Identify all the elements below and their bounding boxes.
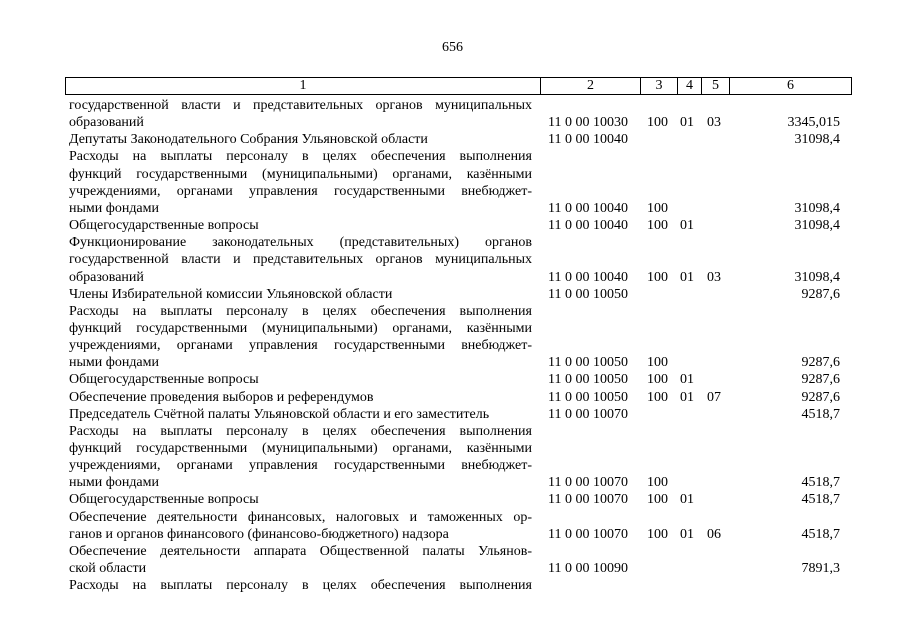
table-row: [0, 543, 905, 560]
row-amount: 4518,7: [801, 526, 840, 542]
row-amount: 4518,7: [801, 492, 840, 508]
row-code: 11 0 00 10050: [548, 372, 628, 388]
row-amount: 9287,6: [801, 355, 840, 371]
row-col4: 01: [680, 526, 694, 542]
row-code: 11 0 00 10090: [548, 561, 628, 577]
table-row: [0, 406, 905, 423]
row-description: функций государственными (муниципальными) органами, казёнными: [69, 320, 532, 336]
row-code: 11 0 00 10040: [548, 269, 628, 285]
row-code: 11 0 00 10050: [548, 389, 628, 405]
table-row: [0, 200, 905, 217]
row-code: 11 0 00 10040: [548, 218, 628, 234]
table-row: [0, 389, 905, 406]
row-description: функций государственными (муниципальными) органами, казёнными: [69, 166, 532, 182]
row-description: Расходы на выплаты персоналу в целях обеспечения выполнения: [69, 149, 532, 165]
row-amount: 7891,3: [801, 561, 840, 577]
row-description: ными фондами: [69, 200, 160, 216]
row-description: ными фондами: [69, 355, 160, 371]
table-row: [0, 303, 905, 320]
row-description: ской области: [69, 561, 147, 577]
row-description: образований: [69, 115, 144, 131]
row-description: Расходы на выплаты персоналу в целях обеспечения выполнения: [69, 423, 532, 439]
row-code: 11 0 00 10070: [548, 406, 628, 422]
table-row: [0, 577, 905, 594]
table-row: [0, 269, 905, 286]
row-col3: 100: [647, 200, 668, 216]
table-row: [0, 217, 905, 234]
row-description: образований: [69, 269, 144, 285]
row-code: 11 0 00 10030: [548, 115, 628, 131]
row-description: Депутаты Законодательного Собрания Ульяновской области: [69, 132, 428, 148]
page-number: 656: [442, 40, 463, 55]
table-row: [0, 457, 905, 474]
row-description: Обеспечение деятельности аппарата Общественной палаты Ульянов-: [69, 543, 532, 559]
table-row: [0, 234, 905, 251]
row-description: Члены Избирательной комиссии Ульяновской области: [69, 286, 393, 302]
table-row: [0, 371, 905, 388]
row-col5: 03: [707, 269, 721, 285]
row-col3: 100: [647, 269, 668, 285]
row-description: государственной власти и представительных органов муниципальных: [69, 98, 532, 113]
row-code: 11 0 00 10040: [548, 132, 628, 148]
table-row: [0, 560, 905, 577]
table-row: [0, 166, 905, 183]
row-col3: 100: [647, 218, 668, 234]
row-description: Функционирование законодательных (представительных) органов: [69, 235, 532, 251]
row-description: Общегосударственные вопросы: [69, 492, 259, 508]
row-amount: 31098,4: [794, 218, 840, 234]
table-row: [0, 251, 905, 268]
header-cell-2: 2: [540, 77, 641, 95]
row-col4: 01: [680, 115, 694, 131]
table-row: [0, 183, 905, 200]
table-row: [0, 97, 905, 114]
row-amount: 31098,4: [794, 200, 840, 216]
row-description: Председатель Счётной палаты Ульяновской области и его заместитель: [69, 406, 490, 422]
row-col3: 100: [647, 355, 668, 371]
header-cell-3: 3: [640, 77, 678, 95]
row-col3: 100: [647, 475, 668, 491]
row-col5: 03: [707, 115, 721, 131]
row-amount: 4518,7: [801, 475, 840, 491]
table-row: [0, 320, 905, 337]
row-description: государственной власти и представительных органов муниципальных: [69, 252, 532, 268]
row-description: Обеспечение проведения выборов и референдумов: [69, 389, 374, 405]
row-description: Расходы на выплаты персоналу в целях обеспечения выполнения: [69, 303, 532, 319]
header-cell-5: 5: [701, 77, 730, 95]
table-row: [0, 491, 905, 508]
table-row: [0, 337, 905, 354]
row-code: 11 0 00 10050: [548, 355, 628, 371]
row-description: Расходы на выплаты персоналу в целях обеспечения выполнения: [69, 578, 532, 594]
row-amount: 31098,4: [794, 132, 840, 148]
row-code: 11 0 00 10070: [548, 526, 628, 542]
row-code: 11 0 00 10050: [548, 286, 628, 302]
row-col4: 01: [680, 218, 694, 234]
row-description: Обеспечение деятельности финансовых, налоговых и таможенных ор-: [69, 509, 532, 525]
row-description: учреждениями, органами управления государственными внебюджет-: [69, 458, 532, 474]
row-description: Общегосударственные вопросы: [69, 372, 259, 388]
table-row: [0, 440, 905, 457]
row-amount: 4518,7: [801, 406, 840, 422]
row-description: учреждениями, органами управления государственными внебюджет-: [69, 183, 532, 199]
table-row: [0, 509, 905, 526]
row-amount: 9287,6: [801, 372, 840, 388]
row-col3: 100: [647, 389, 668, 405]
header-cell-1: 1: [65, 77, 541, 95]
table-row: [0, 474, 905, 491]
row-col5: 07: [707, 389, 721, 405]
table-row: [0, 131, 905, 148]
row-code: 11 0 00 10070: [548, 475, 628, 491]
row-col5: 06: [707, 526, 721, 542]
table-row: [0, 148, 905, 165]
row-code: 11 0 00 10070: [548, 492, 628, 508]
row-col4: 01: [680, 492, 694, 508]
header-cell-6: 6: [729, 77, 852, 95]
row-col4: 01: [680, 269, 694, 285]
row-col3: 100: [647, 526, 668, 542]
row-code: 11 0 00 10040: [548, 200, 628, 216]
table-row: [0, 526, 905, 543]
table-row: [0, 354, 905, 371]
header-cell-4: 4: [677, 77, 702, 95]
table-row: [0, 286, 905, 303]
row-amount: 9287,6: [801, 389, 840, 405]
row-col3: 100: [647, 115, 668, 131]
row-description: Общегосударственные вопросы: [69, 218, 259, 234]
row-col4: 01: [680, 372, 694, 388]
row-description: функций государственными (муниципальными) органами, казёнными: [69, 441, 532, 456]
row-description: ганов и органов финансового (финансово-бюджетного) надзора: [69, 526, 449, 542]
table-row: [0, 423, 905, 440]
row-col4: 01: [680, 389, 694, 405]
row-amount: 9287,6: [801, 286, 840, 302]
table-row: [0, 114, 905, 131]
row-col3: 100: [647, 372, 668, 388]
row-description: учреждениями, органами управления государственными внебюджет-: [69, 338, 532, 354]
row-amount: 31098,4: [794, 269, 840, 285]
row-amount: 3345,015: [787, 115, 840, 131]
row-col3: 100: [647, 492, 668, 508]
row-description: ными фондами: [69, 475, 160, 491]
